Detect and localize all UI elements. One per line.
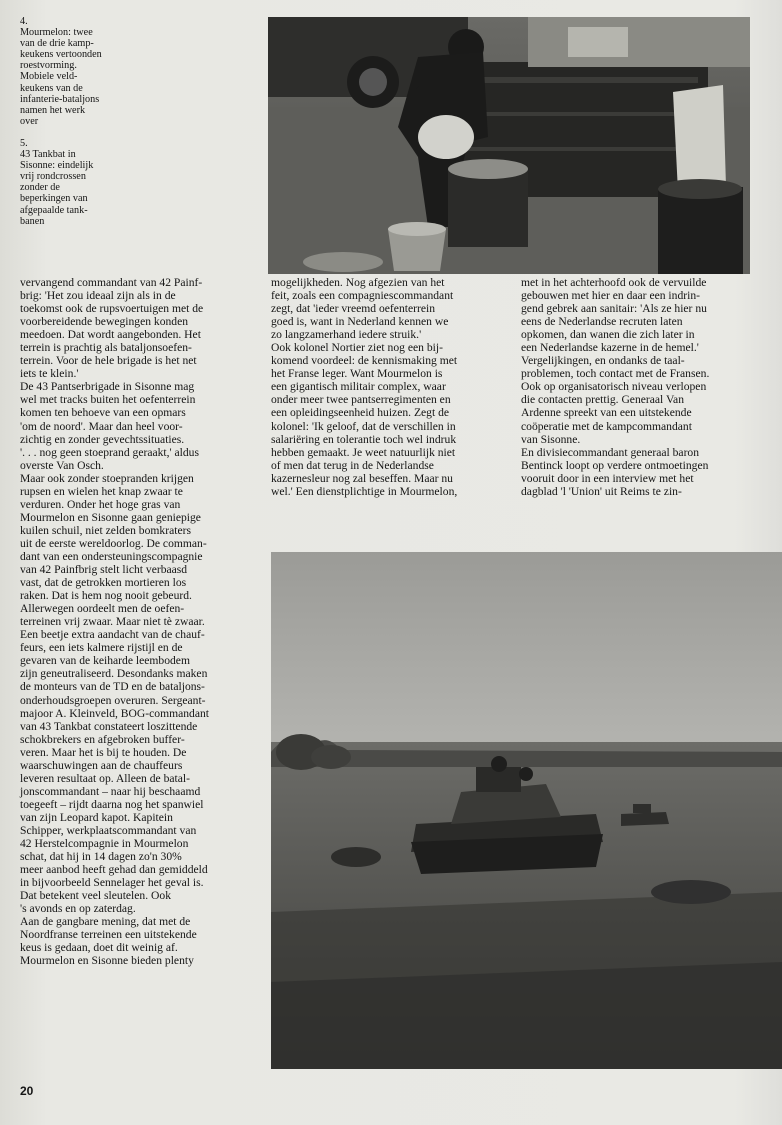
paragraph: Ook kolonel Nortier ziet nog een bij- komend voordeel: de kennismaking met het Franse leger. Want Mourmelon is een gigantisch militair complex, waar onder meer twee pantserregimenten en een opleidingseenheid huizen. Zegt de kolonel: 'Ik geloof, dat de verschillen in salariëring en tolerantie toch wel indruk hebben gemaakt. Je weet natuurlijk niet of men dat terug in de Nederlandse kazernesleur nog zal beseffen. Maar nu wel.' Een dienstplichtige in Mourmelon, [271,341,458,498]
paragraph: Maar ook zonder stoepranden krijgen rupsen en wielen het knap zwaar te verduren. Onder het hoge gras van Mourmelon en Sisonne gaan geniepige kuilen schuil, niet zelden bomkraters uit de eerste wereldoorlog. De comman- dant van een ondersteuningscompagnie van 42 Painfbrig stelt licht verbaasd vast, dat de getrokken mortieren los raken. Dat is hem nog nooit gebeurd. Allerwegen oordeelt men de oefen- terreinen vrij zwaar. Maar niet tè zwaar. Een beetje extra aandacht van de chauf- feurs, een iets kalmere rijstijl en de gevaren van de keiharde leembodem zijn geneutraliseerd. Desondanks maken de monteurs van de TD en de bataljons- onderhoudsgroepen overuren. Sergeant- majoor A. Kleinveld, BOG-commandant van 43 Tankbat constateert loszittende schokbrekers en afgebroken buffer- veren. Maar het is bij te houden. De waarschuwingen aan de chauffeurs leveren resultaat op. Alleen de batal- jonscommandant – naar hij beschaamd toegeeft – rijdt daarna nog het spanwiel van zijn Leopard kapot. Kapitein Schipper, werkplaatscommandant van 42 Herstelcompagnie in Mourmelon schat, dat hij in 14 dagen zo'n 30% meer aanbod heeft gehad dan gemiddeld in bijvoorbeeld Sennelager het geval is. Dat betekent veel sleutelen. Ook 's avonds en op zaterdag. [20,471,210,916]
paragraph: met in het achterhoofd ook de vervuilde gebouwen met hier en daar een indrin- gend gebrek aan sanitair: 'Als ze hier nu eens de Nederlandse recruten laten opkomen, dan wanen die zich later in een Nederlandse kazerne in de hemel.' [521,276,707,355]
photo-field-kitchen [268,17,750,274]
article-column-3 [521,276,761,498]
caption-text: Mourmelon: twee van de drie kamp- keukens vertoonden roestvorming. Mobiele veld- keukens van de infanterie-bataljons namen het werk over [20,27,102,127]
caption-4 [20,16,160,127]
caption-5 [20,138,160,227]
page-number: 20 [20,1084,34,1098]
photo-captions [20,16,160,238]
paragraph: Aan de gangbare mening, dat met de Noordfranse terreinen een uitstekende keus is gedaan, doet dit weinig af. Mourmelon en Sisonne bieden plenty [20,915,197,968]
paragraph: vervangend commandant van 42 Painf- brig: 'Het zou ideaal zijn als in de toekomst ook de rupsvoertuigen met de voorbereidende bewegingen konden meedoen. Dat wordt aangebonden. Het terrein is prachtig als bataljonsoefen- terrein. Voor de hele brigade is het net iets te klein.' [20,276,204,381]
paragraph: De 43 Pantserbrigade in Sisonne mag wel met tracks buiten het oefenterrein komen ten behoeve van een opmars 'om de noord'. Maar dan heel voor- zichtig en zonder gevechtssituaties. '. . . nog geen stoeprand geraakt,' aldus overste Van Osch. [20,380,199,472]
paragraph: mogelijkheden. Nog afgezien van het feit, zoals een compagniescommandant zegt, dat 'ieder vreemd oefenterrein goed is, want in Nederland kennen we zo langzamerhand iedere struik.' [271,276,454,342]
caption-text: 43 Tankbat in Sisonne: eindelijk vrij rondcrossen zonder de beperkingen van afgepaalde tank- banen [20,149,94,227]
photo-tanks-in-field [271,552,782,1069]
caption-number: 5. [20,137,28,149]
article-column-2 [271,276,503,498]
article-column-1 [20,276,262,967]
caption-number: 4. [20,16,28,27]
paragraph: En divisiecommandant generaal baron Bentinck loopt op verdere ontmoetingen vooruit door in een interview met het dagblad 'l 'Union' uit Reims te zin- [521,445,709,498]
paragraph: Vergelijkingen, en ondanks de taal- problemen, toch contact met de Fransen. Ook op organisatorisch niveau verlopen die contacten prettig. Generaal Van Ardenne spreekt van een uitstekende coöperatie met de kampcommandant van Sisonne. [521,354,710,446]
